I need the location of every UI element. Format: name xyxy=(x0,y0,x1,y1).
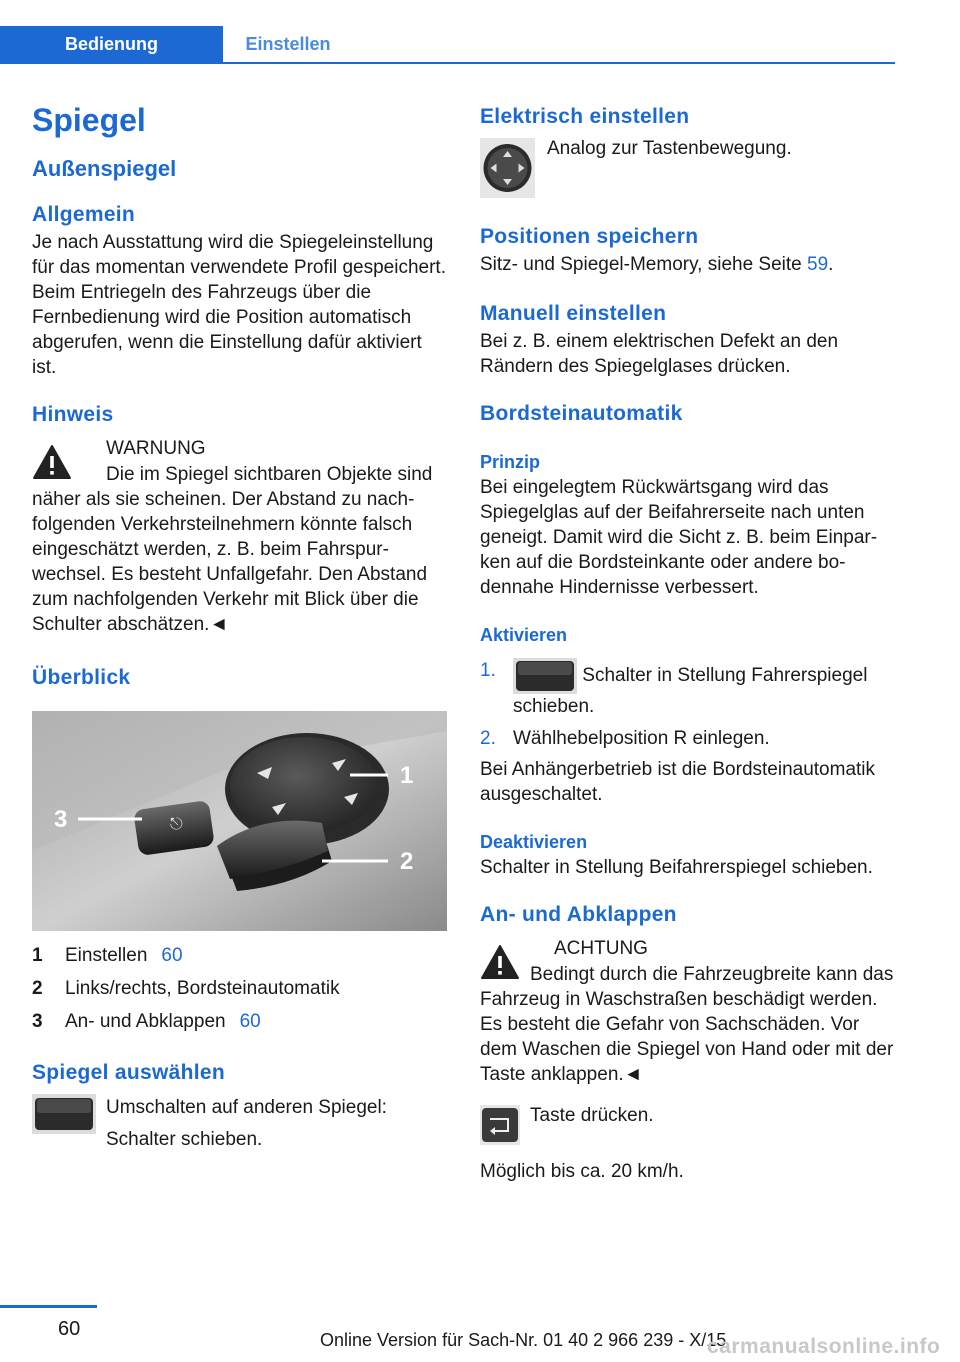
rocker-switch-icon xyxy=(513,658,577,694)
positionen-text-body: Sitz- und Spiegel-Memory, siehe Seite xyxy=(480,254,808,275)
online-version-text: Online Version für Sach-Nr. 01 40 2 966 239 - X/15 xyxy=(320,1330,727,1350)
step-number: 1. xyxy=(480,660,496,681)
callout-2: 2 xyxy=(400,848,414,875)
moeglich-text: Möglich bis ca. 20 km/h. xyxy=(480,1161,684,1182)
legend-item xyxy=(32,939,450,972)
footer-accent-bar xyxy=(0,1305,97,1308)
heading-elektrisch-einstellen: Elektrisch einstellen xyxy=(480,105,690,128)
anhaenger-text: Bei Anhängerbetrieb ist die Bordsteinautomatik ausgeschaltet. xyxy=(480,759,876,805)
heading-ueberblick: Überblick xyxy=(32,666,131,689)
callout-3: 3 xyxy=(54,806,68,833)
warning-label: WARNUNG xyxy=(106,438,206,459)
left-column xyxy=(32,98,450,1156)
elektrisch-text: Analog zur Tastenbewegung. xyxy=(547,138,792,159)
paragraph-allgemein: Je nach Ausstattung wird die Spiegeleinstellung für das momentan verwendete Profil gespeichert. Beim Entriegeln des Fahrzeugs über die Fernbedienung wird die Position automatisch abgerufen, wenn die Einstellung dafür aktiviert ist. xyxy=(32,232,446,378)
warning-block xyxy=(32,436,450,486)
heading-bordsteinautomatik: Bordsteinautomatik xyxy=(480,402,683,425)
heading-prinzip: Prinzip xyxy=(480,452,541,472)
section-tabs xyxy=(0,26,895,64)
heading-aktivieren: Aktivieren xyxy=(480,625,568,645)
caution-block xyxy=(480,936,895,986)
heading-positionen-speichern: Positionen speichern xyxy=(480,225,699,248)
svg-text:⎋: ⎋ xyxy=(170,814,183,833)
legend-list xyxy=(32,939,450,1038)
caution-label: ACHTUNG xyxy=(554,938,648,959)
right-column xyxy=(480,102,895,1184)
legend-text: An- und Abklappen xyxy=(65,1011,226,1032)
legend-page-link[interactable]: 60 xyxy=(239,1011,261,1032)
legend-num: 2 xyxy=(32,978,43,999)
fold-mirror-button-icon xyxy=(480,1105,520,1145)
legend-text: Links/rechts, Bordsteinautomatik xyxy=(65,978,340,999)
step-text: Schalter in Stellung Fahrerspiegel schieben. xyxy=(513,665,868,717)
auswaehlen-line-2: Schalter schieben. xyxy=(106,1129,263,1150)
deaktivieren-text: Schalter in Stellung Beifahrerspiegel schieben. xyxy=(480,857,873,878)
warning-triangle-icon xyxy=(32,444,72,480)
aktivieren-steps xyxy=(480,658,895,751)
legend-item xyxy=(32,972,450,1005)
step-item xyxy=(480,658,895,719)
heading-aussenspiegel: Außenspiegel xyxy=(32,156,177,181)
heading-an-und-abklappen: An- und Abklappen xyxy=(480,903,677,926)
warning-triangle-icon xyxy=(480,944,520,980)
mirror-joystick-icon xyxy=(480,138,535,198)
heading-hinweis: Hinweis xyxy=(32,403,114,426)
page-link-59[interactable]: 59 xyxy=(807,254,829,275)
page-number: 60 xyxy=(58,1318,81,1340)
elektrisch-block xyxy=(480,136,895,202)
auswaehlen-block xyxy=(32,1092,450,1156)
manuell-text: Bei z. B. einem elektrischen Defekt an den Rändern des Spiegelglases drücken. xyxy=(480,331,839,377)
heading-manuell-einstellen: Manuell einstellen xyxy=(480,302,667,325)
taste-text: Taste drücken. xyxy=(530,1105,654,1126)
caution-text: Bedingt durch die Fahrzeugbreite kann das Fahrzeug in Waschstraßen beschädigt werden. Es besteht die Gefahr von Sachschäden. Vor dem Waschen die Spiegel von Hand oder mit der Taste anklappen.◄ xyxy=(480,964,894,1085)
tab-einstellen[interactable]: Einstellen xyxy=(245,34,331,54)
legend-page-link[interactable]: 60 xyxy=(161,945,183,966)
heading-spiegel-auswaehlen: Spiegel auswählen xyxy=(32,1061,225,1084)
page-title: Spiegel xyxy=(32,102,146,138)
prinzip-text: Bei eingelegtem Rückwärtsgang wird das Spiegelglas auf der Beifahrerseite nach unten geneigt. Damit wird die Sicht z. B. beim Einparken auf die Bordsteinkante oder andere bodennahe Hindernisse verbessert. xyxy=(480,477,878,598)
positionen-text xyxy=(480,252,895,277)
rocker-switch-icon xyxy=(32,1094,96,1134)
mirror-switch-photo xyxy=(32,711,447,931)
step-text: Wählhebelposition R einlegen. xyxy=(513,728,770,749)
legend-num: 1 xyxy=(32,945,43,966)
legend-text: Einstellen xyxy=(65,945,148,966)
auswaehlen-line-1: Umschalten auf anderen Spiegel: xyxy=(106,1097,387,1118)
heading-allgemein: Allgemein xyxy=(32,203,136,226)
watermark: carmanualsonline.info xyxy=(707,1335,941,1358)
callout-1: 1 xyxy=(400,762,414,789)
step-number: 2. xyxy=(480,728,496,749)
legend-num: 3 xyxy=(32,1011,43,1032)
heading-deaktivieren: Deaktivieren xyxy=(480,832,588,852)
legend-item xyxy=(32,1005,450,1038)
positionen-text-end: . xyxy=(828,254,834,275)
warning-text: Die im Spiegel sichtbaren Objekte sind näher als sie scheinen. Der Abstand zu nachfolgenden Verkehrsteilnehmern könnte falsch eingeschätzt werden, z. B. beim Fahrspurwechsel. Es besteht Unfallgefahr. Den Abstand zum nachfolgenden Verkehr mit Blick über die Schulter abschätzen.◄ xyxy=(32,464,433,635)
tab-bedienung[interactable]: Bedienung xyxy=(0,26,223,62)
taste-block xyxy=(480,1103,895,1147)
step-item xyxy=(480,726,895,751)
